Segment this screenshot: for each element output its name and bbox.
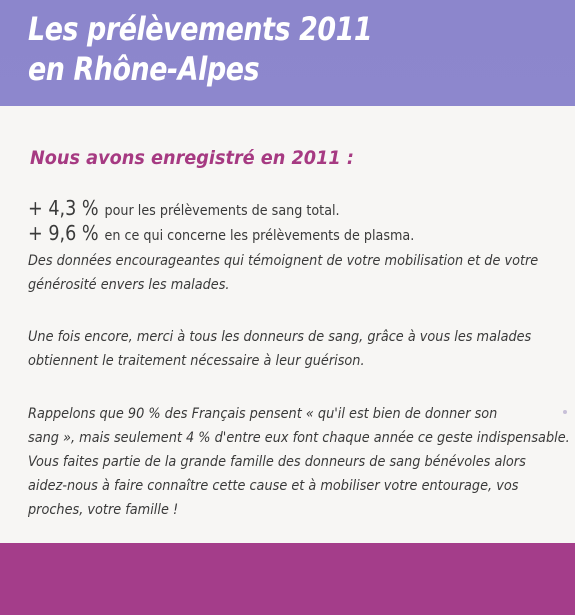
stat-plasma	[28, 221, 414, 246]
stat-plasma-text: en ce qui concerne les prélèvements de plasma.	[104, 228, 415, 244]
title-line-1: Les prélèvements 2011	[28, 10, 373, 48]
stat-blood	[28, 196, 414, 221]
section-subtitle: Nous avons enregistré en 2011 :	[30, 147, 354, 169]
intro-paragraph	[28, 249, 574, 297]
thanks-paragraph	[28, 325, 574, 373]
footer-banner	[0, 543, 575, 615]
thanks-line-1: Une fois encore, merci à tous les donneurs de sang, grâce à vous les malades	[28, 329, 532, 345]
appeal-line-5: proches, votre famille !	[28, 502, 179, 518]
appeal-line-4: aidez-nous à faire connaître cette cause et à mobiliser votre entourage, vos	[28, 478, 519, 494]
page-title	[28, 9, 372, 89]
title-line-2: en Rhône-Alpes	[28, 50, 260, 88]
stat-plasma-value: + 9,6 %	[28, 221, 99, 245]
intro-line-1: Des données encourageantes qui témoignent de votre mobilisation et de votre	[28, 253, 539, 269]
appeal-line-2: sang », mais seulement 4 % d'entre eux font chaque année ce geste indispensable.	[28, 430, 570, 446]
stat-blood-value: + 4,3 %	[28, 196, 99, 220]
intro-line-2: générosité envers les malades.	[28, 277, 230, 293]
thanks-line-2: obtiennent le traitement nécessaire à leur guérison.	[28, 353, 365, 369]
stats-list	[28, 196, 467, 246]
appeal-paragraph	[28, 402, 574, 522]
stat-blood-text: pour les prélèvements de sang total.	[104, 203, 340, 219]
decorative-dot	[563, 410, 567, 414]
appeal-line-3: Vous faites partie de la grande famille des donneurs de sang bénévoles alors	[28, 454, 526, 470]
appeal-line-1: Rappelons que 90 % des Français pensent « qu'il est bien de donner son	[28, 406, 498, 422]
